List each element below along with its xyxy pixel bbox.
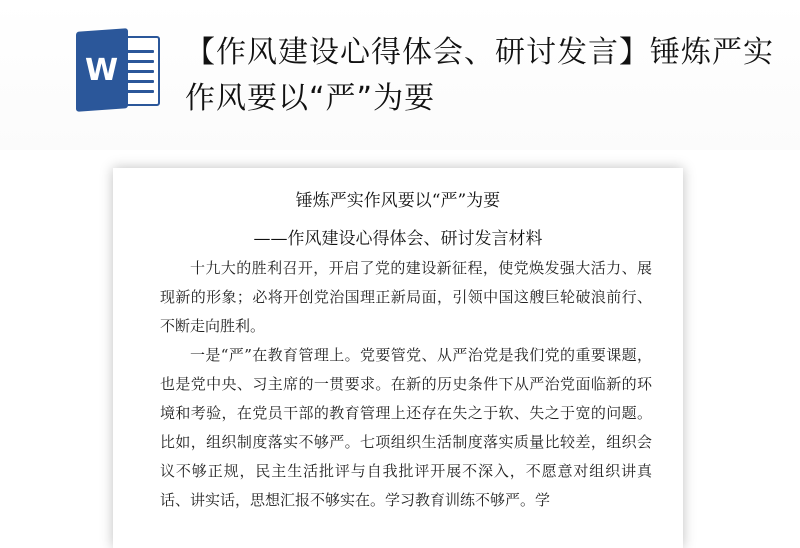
word-letter: W [85, 52, 119, 88]
document-header-title: 【作风建设心得体会、研讨发言】锤炼严实作风要以“严”为要 [185, 35, 774, 116]
word-badge [76, 28, 128, 112]
document-title: 锤炼严实作风要以“严”为要 [295, 191, 501, 211]
word-document-icon [76, 30, 162, 110]
document-body [160, 254, 652, 515]
document-page-preview [113, 168, 683, 548]
paragraph: 十九大的胜利召开，开启了党的建设新征程，使党焕发强大活力、展现新的形象；必将开创党治国理正新局面，引领中国这艘巨轮破浪前行、不断走向胜利。 [160, 259, 652, 335]
document-subtitle: ——作风建设心得体会、研讨发言材料 [253, 229, 543, 249]
paragraph: 一是“严”在教育管理上。党要管党、从严治党是我们党的重要课题，也是党中央、习主席的一贯要求。在新的历史条件下从严治党面临新的环境和考验，在党员干部的教育管理上还存在失之于软、失之于宽的问题。比如，组织制度落实不够严。七项组织生活制度落实质量比较差，组织会议不够正规，民主生活批评与自我批评开展不深入，不愿意对组织讲真话、讲实话，思想汇报不够实在。学习教育训练不够严。学 [160, 346, 652, 509]
